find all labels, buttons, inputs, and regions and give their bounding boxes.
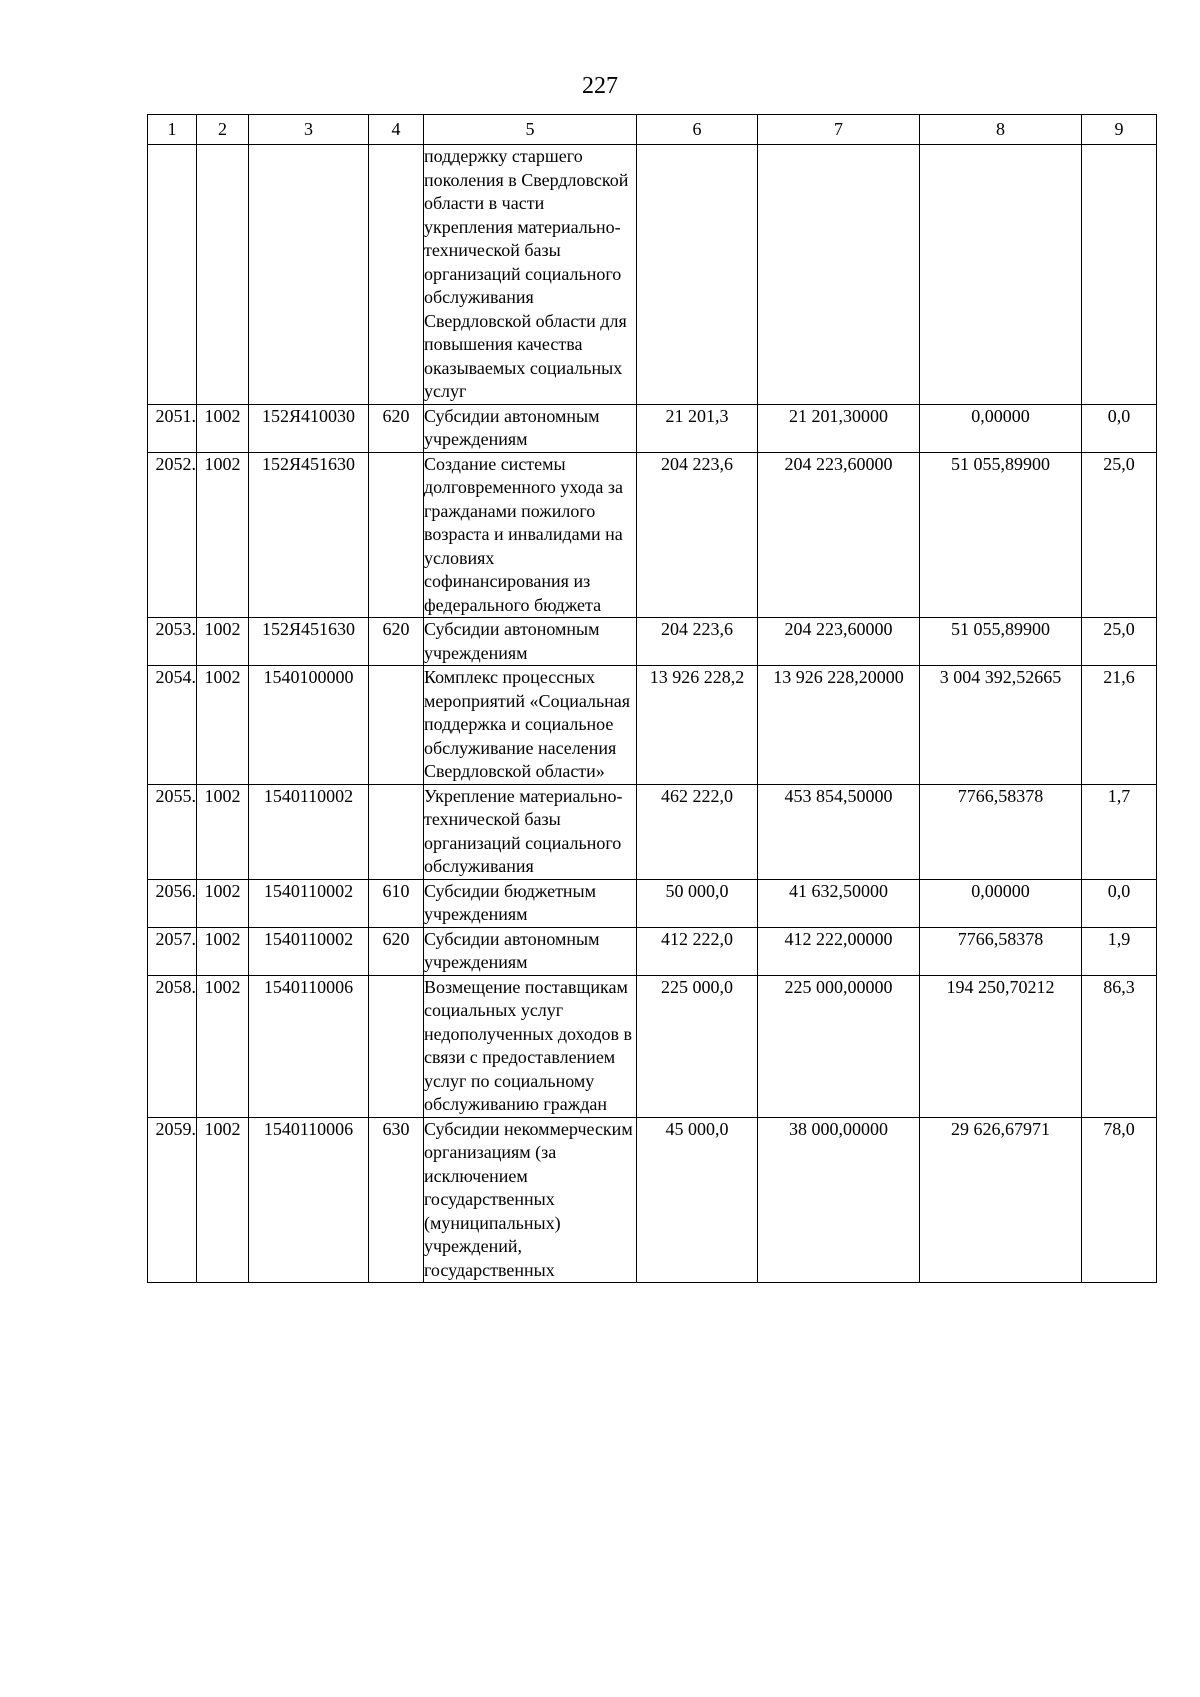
row-number: 2059. (148, 1117, 197, 1283)
amount-col6: 412 222,0 (637, 927, 758, 975)
table-row (148, 145, 1157, 405)
section-code (197, 145, 249, 405)
table-row (148, 452, 1157, 618)
table-row (148, 784, 1157, 879)
item-name: Субсидии автономным учреждениям (424, 404, 637, 452)
amount-col7 (758, 145, 920, 405)
percent-col9: 1,7 (1082, 784, 1157, 879)
target-code: 1540110002 (249, 879, 369, 927)
table-row (148, 927, 1157, 975)
column-header: 6 (637, 115, 758, 145)
target-code: 1540110002 (249, 784, 369, 879)
amount-col6: 13 926 228,2 (637, 666, 758, 785)
expense-type: 620 (369, 404, 424, 452)
row-number: 2055. (148, 784, 197, 879)
budget-table (147, 114, 1157, 1283)
amount-col8: 51 055,89900 (920, 618, 1082, 666)
target-code: 152Я410030 (249, 404, 369, 452)
table-row (148, 879, 1157, 927)
column-header: 3 (249, 115, 369, 145)
percent-col9: 25,0 (1082, 618, 1157, 666)
item-name: Укрепление материально-технической базы организаций социального обслуживания (424, 784, 637, 879)
row-number: 2052. (148, 452, 197, 618)
amount-col6: 45 000,0 (637, 1117, 758, 1283)
amount-col7: 38 000,00000 (758, 1117, 920, 1283)
amount-col7: 225 000,00000 (758, 975, 920, 1117)
item-name: Комплекс процессных мероприятий «Социальная поддержка и социальное обслуживание населения Свердловской области» (424, 666, 637, 785)
section-code: 1002 (197, 666, 249, 785)
table-row (148, 975, 1157, 1117)
row-number: 2056. (148, 879, 197, 927)
amount-col7: 13 926 228,20000 (758, 666, 920, 785)
amount-col6: 225 000,0 (637, 975, 758, 1117)
section-code: 1002 (197, 618, 249, 666)
amount-col7: 204 223,60000 (758, 618, 920, 666)
page-number: 227 (582, 73, 618, 99)
item-name: поддержку старшего поколения в Свердловской области в части укрепления материально-технической базы организаций социального обслуживания Свердловской области для повышения качества оказываемых социальных услуг (424, 145, 637, 405)
table-row (148, 404, 1157, 452)
amount-col8: 7766,58378 (920, 784, 1082, 879)
amount-col7: 453 854,50000 (758, 784, 920, 879)
section-code: 1002 (197, 879, 249, 927)
amount-col7: 412 222,00000 (758, 927, 920, 975)
expense-type (369, 145, 424, 405)
expense-type (369, 975, 424, 1117)
row-number: 2051. (148, 404, 197, 452)
amount-col8: 51 055,89900 (920, 452, 1082, 618)
amount-col7: 21 201,30000 (758, 404, 920, 452)
expense-type (369, 784, 424, 879)
amount-col8: 3 004 392,52665 (920, 666, 1082, 785)
target-code: 1540110002 (249, 927, 369, 975)
amount-col8: 194 250,70212 (920, 975, 1082, 1117)
amount-col6: 204 223,6 (637, 618, 758, 666)
expense-type: 610 (369, 879, 424, 927)
percent-col9: 0,0 (1082, 404, 1157, 452)
expense-type: 620 (369, 618, 424, 666)
item-name: Субсидии автономным учреждениям (424, 618, 637, 666)
amount-col6: 21 201,3 (637, 404, 758, 452)
column-header: 1 (148, 115, 197, 145)
target-code: 1540100000 (249, 666, 369, 785)
amount-col8: 0,00000 (920, 879, 1082, 927)
item-name: Субсидии некоммерческим организациям (за исключением государственных (муниципальных) учреждений, государственных (424, 1117, 637, 1283)
target-code: 152Я451630 (249, 618, 369, 666)
row-number: 2054. (148, 666, 197, 785)
item-name: Создание системы долговременного ухода за гражданами пожилого возраста и инвалидами на условиях софинансирования из федерального бюджета (424, 452, 637, 618)
percent-col9: 25,0 (1082, 452, 1157, 618)
amount-col6 (637, 145, 758, 405)
percent-col9: 1,9 (1082, 927, 1157, 975)
percent-col9: 78,0 (1082, 1117, 1157, 1283)
amount-col6: 462 222,0 (637, 784, 758, 879)
section-code: 1002 (197, 1117, 249, 1283)
expense-type: 620 (369, 927, 424, 975)
amount-col7: 204 223,60000 (758, 452, 920, 618)
amount-col8: 29 626,67971 (920, 1117, 1082, 1283)
amount-col6: 204 223,6 (637, 452, 758, 618)
amount-col8: 0,00000 (920, 404, 1082, 452)
column-header: 5 (424, 115, 637, 145)
row-number: 2058. (148, 975, 197, 1117)
header-row (148, 115, 1157, 145)
percent-col9: 86,3 (1082, 975, 1157, 1117)
expense-type: 630 (369, 1117, 424, 1283)
column-header: 8 (920, 115, 1082, 145)
percent-col9 (1082, 145, 1157, 405)
section-code: 1002 (197, 404, 249, 452)
percent-col9: 21,6 (1082, 666, 1157, 785)
section-code: 1002 (197, 975, 249, 1117)
column-header: 2 (197, 115, 249, 145)
section-code: 1002 (197, 784, 249, 879)
row-number: 2057. (148, 927, 197, 975)
amount-col7: 41 632,50000 (758, 879, 920, 927)
item-name: Субсидии бюджетным учреждениям (424, 879, 637, 927)
column-header: 7 (758, 115, 920, 145)
section-code: 1002 (197, 927, 249, 975)
item-name: Возмещение поставщикам социальных услуг недополученных доходов в связи с предоставлением услуг по социальному обслуживанию граждан (424, 975, 637, 1117)
target-code: 152Я451630 (249, 452, 369, 618)
column-header: 9 (1082, 115, 1157, 145)
amount-col6: 50 000,0 (637, 879, 758, 927)
item-name: Субсидии автономным учреждениям (424, 927, 637, 975)
section-code: 1002 (197, 452, 249, 618)
target-code: 1540110006 (249, 1117, 369, 1283)
table-row (148, 666, 1157, 785)
expense-type (369, 452, 424, 618)
target-code: 1540110006 (249, 975, 369, 1117)
column-header: 4 (369, 115, 424, 145)
amount-col8 (920, 145, 1082, 405)
table-row (148, 618, 1157, 666)
expense-type (369, 666, 424, 785)
amount-col8: 7766,58378 (920, 927, 1082, 975)
table-row (148, 1117, 1157, 1283)
row-number: 2053. (148, 618, 197, 666)
target-code (249, 145, 369, 405)
row-number (148, 145, 197, 405)
percent-col9: 0,0 (1082, 879, 1157, 927)
